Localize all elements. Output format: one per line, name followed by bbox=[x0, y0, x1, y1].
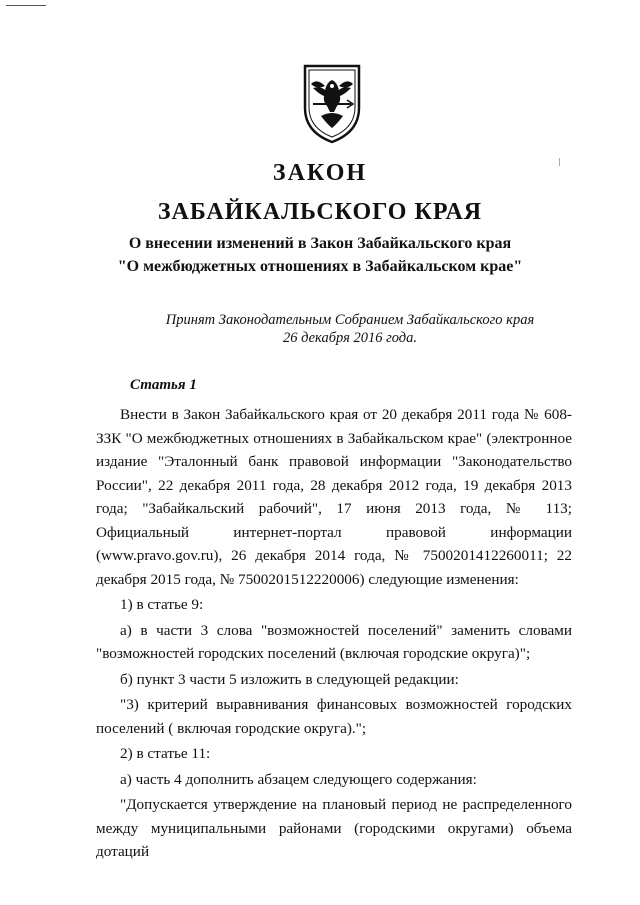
paragraph: б) пункт 3 части 5 изложить в следующей редакции: bbox=[120, 670, 459, 688]
paragraph: Внести в Закон Забайкальского края от 20 декабря 2011 года № 608-ЗЗК "О межбюджетных отношениях в Забайкальском крае" (электронное издание "Эталонный банк правовой информации "Законодательство России", 22 декабря 2011 года, 28 декабря 2012 года, 19 декабря 2013 года; "Забайкальский рабочий", 17 июня 2013 года, № 113; Официальный интернет-портал правовой информации (www.pravo.gov.ru), 26 декабря 2014 года, № 7500201412260011; 22 декабря 2015 года, № 7500201512220006) следующие изменения: bbox=[96, 406, 572, 588]
adoption-note-date: 26 декабря 2016 года. bbox=[282, 330, 417, 346]
article-body bbox=[96, 403, 572, 864]
law-region-title: ЗАБАЙКАЛЬСКОГО КРАЯ bbox=[157, 199, 483, 225]
paragraph: "3) критерий выравнивания финансовых возможностей городских поселений ( включая городские округа)."; bbox=[96, 696, 572, 737]
paragraph: 2) в статье 11: bbox=[120, 745, 211, 762]
paragraph: а) часть 4 дополнить абзацем следующего содержания: bbox=[120, 770, 477, 788]
article-heading: Статья 1 bbox=[130, 377, 197, 393]
coat-of-arms-icon bbox=[297, 60, 367, 144]
adoption-note-line1: Принят Законодательным Собранием Забайкальского края bbox=[165, 312, 535, 328]
paragraph: а) в части 3 слова "возможностей поселений" заменить словами "возможностей городских поселений (включая городские округа)"; bbox=[96, 621, 572, 662]
law-subtitle-line2: "О межбюджетных отношениях в Забайкальском крае" bbox=[117, 258, 523, 275]
law-subtitle-line1: О внесении изменений в Закон Забайкальского края bbox=[128, 235, 512, 252]
paragraph: 1) в статье 9: bbox=[120, 596, 204, 613]
paragraph: "Допускается утверждение на плановый период не распределенного между муниципальными районами (городскими округами) объема дотаций bbox=[96, 796, 572, 860]
top-rule bbox=[6, 5, 46, 6]
law-title: ЗАКОН bbox=[272, 160, 368, 186]
